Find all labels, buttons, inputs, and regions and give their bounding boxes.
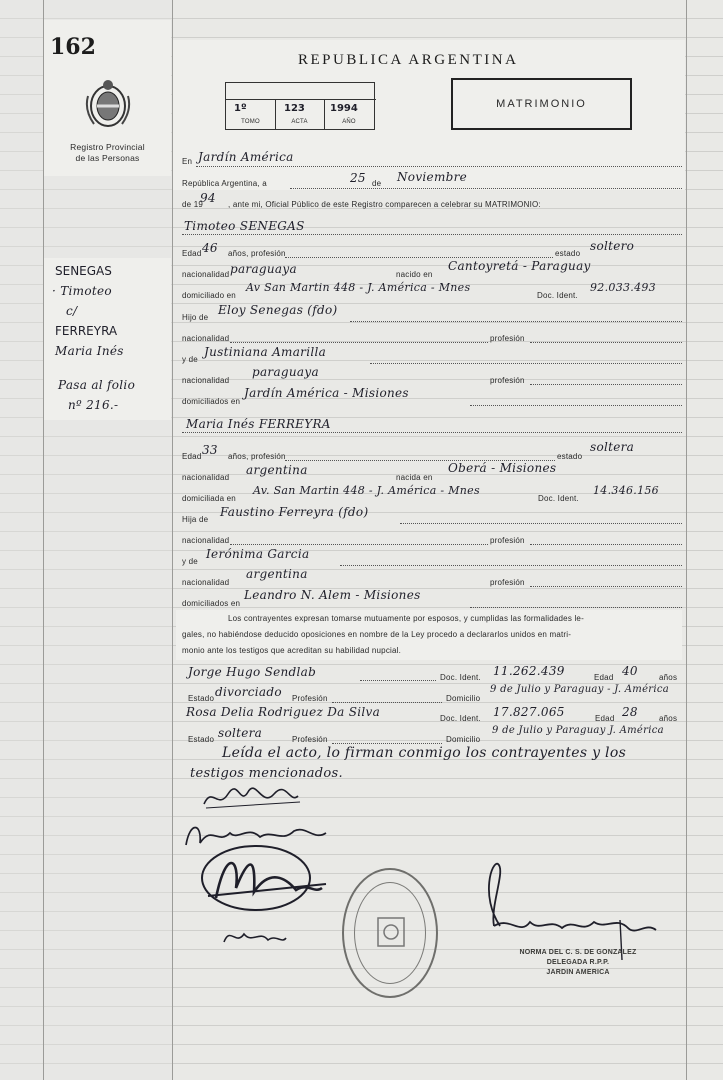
groom-edad-label: Edad — [182, 249, 202, 258]
registry-name-line-2: de las Personas — [75, 153, 140, 163]
intro-sentence: , ante mi, Oficial Público de este Registro comparecen a celebrar su MATRIMONIO: — [228, 200, 541, 209]
groom-address: Av San Martin 448 - J. América - Mnes — [246, 281, 471, 294]
witness2-estado: soltera — [218, 726, 263, 740]
bride-estado: soltera — [590, 440, 635, 454]
witness1-dom-label: Domicilio — [446, 694, 481, 703]
country-title: REPUBLICA ARGENTINA — [298, 52, 519, 68]
doc-type-box — [451, 78, 632, 130]
margin-bride-firstname: Maria Inés — [55, 344, 124, 358]
bride-doc-label: Doc. Ident. — [538, 494, 579, 503]
witness2-anos-label: años — [659, 714, 678, 723]
margin-bride-surname: FERREYRA — [55, 324, 118, 338]
bride-mother-nat-label: nacionalidad — [182, 578, 230, 587]
declaration-line-2: gales, no habiéndose deducido oposiciones en nombre de la Ley procedo a declararlos unidos en matri- — [182, 630, 572, 639]
witness2-prof-label: Profesión — [292, 735, 328, 744]
margin-rule-right — [686, 0, 687, 1080]
groom-father-label: Hijo de — [182, 313, 209, 322]
groom-mother-label: y de — [182, 355, 198, 364]
month-value: Noviembre — [397, 170, 468, 184]
registry-name-line-1: Registro Provincial — [70, 142, 145, 152]
registry-name — [55, 142, 160, 164]
acta-label: ACTA — [291, 119, 308, 125]
page-number: 162 — [50, 34, 96, 60]
groom-mother-nat: paraguaya — [252, 365, 319, 379]
officer-stamp-line-2: DELEGADA R.P.P. — [546, 959, 610, 966]
tomo-label: TOMO — [241, 119, 260, 125]
tomo-value: 1º — [234, 103, 247, 114]
bride-doc: 14.346.156 — [593, 484, 659, 497]
groom-nac-label: nacionalidad — [182, 270, 230, 279]
margin-groom-firstname: · Timoteo — [52, 284, 112, 298]
bride-mother: Ierónima Garcia — [206, 547, 310, 561]
bride-parents-dom-label: domiciliados en — [182, 599, 241, 608]
groom-parents-dom-label: domiciliados en — [182, 397, 241, 406]
en-label: En — [182, 157, 193, 166]
witness1-doc: 11.262.439 — [493, 664, 565, 678]
bride-nac-label: nacionalidad — [182, 473, 230, 482]
witness2-address: 9 de Julio y Paraguay J. América — [492, 725, 664, 736]
bride-mother-nat: argentina — [246, 567, 308, 581]
coat-of-arms-icon — [82, 76, 134, 134]
witness2-doc: 17.827.065 — [493, 705, 565, 719]
bride-birthplace: Oberá - Misiones — [448, 461, 557, 475]
official-seal — [342, 868, 438, 998]
witness2-signature — [220, 922, 290, 957]
bride-address: Av. San Martin 448 - J. América - Mnes — [253, 484, 480, 497]
witness1-address: 9 de Julio y Paraguay - J. América — [490, 684, 670, 695]
margin-notes-block — [44, 258, 171, 420]
ano-label: AÑO — [342, 119, 356, 125]
bride-father-nat-label: nacionalidad — [182, 536, 230, 545]
bride-father: Faustino Ferreyra (fdo) — [220, 505, 369, 519]
bride-edad-label: Edad — [182, 452, 202, 461]
groom-parents-dom: Jardín América - Misiones — [244, 386, 409, 400]
witness2-doc-label: Doc. Ident. — [440, 714, 481, 723]
witness2-age: 28 — [622, 705, 638, 719]
bride-anos-label: años, profesión — [228, 452, 286, 461]
bride-name: Maria Inés FERREYRA — [186, 417, 331, 431]
groom-doc: 92.033.493 — [590, 281, 656, 294]
de-year-label: de 19 — [182, 200, 204, 209]
closing-line-1: Leída el acto, lo firman conmigo los contrayentes y los — [222, 745, 627, 761]
groom-nationality: paraguaya — [230, 262, 297, 276]
witness1-anos-label: años — [659, 673, 678, 682]
closing-line-2: testigos mencionados. — [190, 766, 343, 781]
declaration-line-3: monio ante los testigos que acreditan su habilidad nupcial. — [182, 646, 402, 655]
bride-age: 33 — [202, 443, 218, 457]
seal-emblem-icon — [374, 912, 408, 952]
witness2-dom-label: Domicilio — [446, 735, 481, 744]
bride-father-label: Hija de — [182, 515, 209, 524]
groom-anos-label: años, profesión — [228, 249, 286, 258]
groom-doc-label: Doc. Ident. — [537, 291, 578, 300]
margin-groom-surname: SENEGAS — [55, 264, 112, 278]
groom-dom-label: domiciliado en — [182, 291, 236, 300]
bride-parents-dom: Leandro N. Alem - Misiones — [244, 588, 421, 602]
acta-value: 123 — [284, 103, 305, 114]
officer-stamp — [504, 948, 652, 978]
year-value: 94 — [200, 191, 216, 205]
place-value: Jardín América — [198, 150, 294, 164]
act-number-box — [225, 82, 375, 130]
witness1-signature — [196, 838, 336, 923]
groom-mother-prof-label: profesión — [490, 376, 525, 385]
witness1-estado: divorciado — [215, 685, 282, 699]
bride-nationality: argentina — [246, 463, 308, 477]
groom-father: Eloy Senegas (fdo) — [218, 303, 338, 317]
margin-connector: c/ — [66, 304, 78, 318]
doc-type-label: MATRIMONIO — [496, 98, 587, 110]
groom-mother-nat-label: nacionalidad — [182, 376, 230, 385]
republica-label: República Argentina, a — [182, 179, 267, 188]
bride-nacida-label: nacida en — [396, 473, 433, 482]
bride-mother-prof-label: profesión — [490, 578, 525, 587]
witness1-edad-label: Edad — [594, 673, 614, 682]
groom-estado: soltero — [590, 239, 635, 253]
day-value: 25 — [350, 171, 366, 185]
witness2-estado-label: Estado — [188, 735, 215, 744]
groom-father-nat-label: nacionalidad — [182, 334, 230, 343]
groom-estado-label: estado — [555, 249, 581, 258]
groom-name: Timoteo SENEGAS — [184, 219, 305, 233]
groom-father-prof-label: profesión — [490, 334, 525, 343]
groom-age: 46 — [202, 241, 218, 255]
officer-stamp-line-3: JARDIN AMERICA — [546, 969, 610, 976]
declaration-line-1: Los contrayentes expresan tomarse mutuamente por esposos, y cumplidas las formalidades le- — [228, 614, 584, 623]
groom-birthplace: Cantoyretá - Paraguay — [448, 259, 591, 273]
margin-folio-note-1: Pasa al folio — [58, 378, 136, 392]
ano-value: 1994 — [330, 103, 358, 114]
witness2-edad-label: Edad — [595, 714, 615, 723]
witness1-doc-label: Doc. Ident. — [440, 673, 481, 682]
bride-mother-label: y de — [182, 557, 198, 566]
groom-signature — [200, 780, 320, 819]
groom-nacido-label: nacido en — [396, 270, 433, 279]
margin-folio-note-2: nº 216.- — [68, 398, 119, 412]
officer-stamp-line-1: NORMA DEL C. S. DE GONZALEZ — [519, 949, 637, 956]
witness1-age: 40 — [622, 664, 638, 678]
witness1-prof-label: Profesión — [292, 694, 328, 703]
groom-mother: Justiniana Amarilla — [204, 345, 327, 359]
witness2-name: Rosa Delia Rodriguez Da Silva — [186, 705, 381, 719]
bride-estado-label: estado — [557, 452, 583, 461]
bride-father-prof-label: profesión — [490, 536, 525, 545]
witness1-name: Jorge Hugo Sendlab — [188, 665, 317, 679]
bride-dom-label: domiciliada en — [182, 494, 236, 503]
witness1-estado-label: Estado — [188, 694, 215, 703]
de-label: de — [372, 179, 382, 188]
